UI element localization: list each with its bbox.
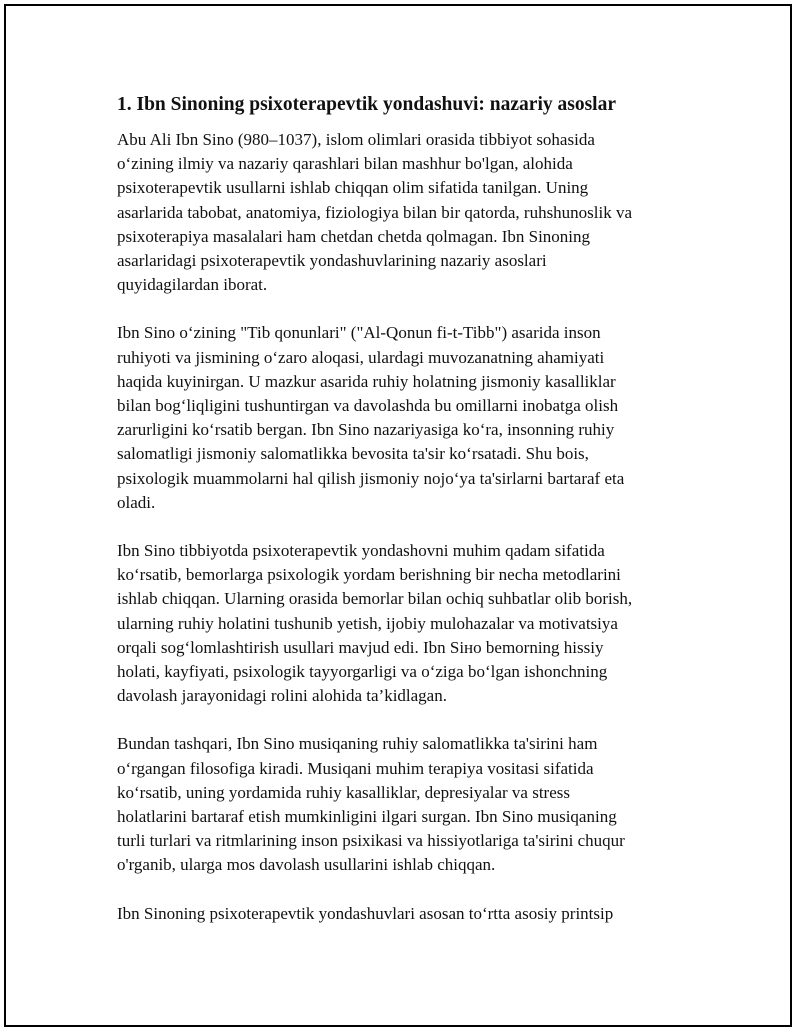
text-line: quyidagilardan iborat. — [117, 275, 268, 295]
text-line: holatlarini bartaraf etish mumkinligini ilgari surgan. Ibn Sino musiqaning — [117, 807, 617, 827]
text-line: Ibn Sino o‘zining "Tib qonunlari" ("Al-Qonun fi-t-Tibb") asarida inson — [117, 323, 601, 343]
paragraph — [117, 128, 687, 297]
text-line: ularning ruhiy holatini tushunib yetish, ijobiy mulohazalar va motivatsiya — [117, 613, 618, 633]
text-line: zarurligini ko‘rsatib bergan. Ibn Sino nazariyasiga ko‘ra, insonning ruhiy — [117, 420, 615, 440]
text-line: oladi. — [117, 492, 156, 512]
text-line: davolash jarayonidagi rolini alohida ta’kidlagan. — [117, 686, 447, 706]
text-line: bilan bog‘liqligini tushuntirgan va davolashda bu omillarni inobatga olish — [117, 396, 619, 416]
text-line: salomatligi jismoniy salomatlikka bevosita ta'sir ko‘rsatadi. Shu bois, — [117, 444, 589, 464]
text-line: o'rganib, ularga mos davolash usullarini ishlab chiqqan. — [117, 855, 496, 875]
text-line: asarlaridagi psixoterapevtik yondashuvlarining nazariy asoslari — [117, 251, 547, 271]
text-line: o‘zining ilmiy va nazariy qarashlari bilan mashhur bo'lgan, alohida — [117, 154, 573, 174]
text-line: orqali sog‘lomlashtirish usullari mavjud edi. Ibn Siнo bemorning hissiy — [117, 637, 604, 657]
text-line: ishlab chiqqan. Ularning orasida bemorlar bilan ochiq suhbatlar olib borish, — [117, 589, 633, 609]
text-line: psixoterapiya masalalari ham chetdan chetda qolmagan. Ibn Sinoning — [117, 226, 591, 246]
text-line: Bundan tashqari, Ibn Sino musiqaning ruhiy salomatlikka ta'sirini ham — [117, 734, 598, 754]
text-line: psixologik muammolarni hal qilish jismoniy nojo‘ya ta'sirlarni bartaraf eta — [117, 468, 625, 488]
text-line: psixoterapevtik usullarni ishlab chiqqan olim sifatida tanilgan. Uning — [117, 178, 589, 198]
text-line: haqida kuyinirgan. U mazkur asarida ruhiy holatning jismoniy kasalliklar — [117, 371, 616, 391]
text-line: o‘rgangan filosofiga kiradi. Musiqani muhim terapiya vositasi sifatida — [117, 758, 594, 778]
text-line: ruhiyoti va jismining o‘zaro aloqasi, ulardagi muvozanatning ahamiyati — [117, 347, 605, 367]
text-line: Abu Ali Ibn Sino (980–1037), islom olimlari orasida tibbiyot sohasida — [117, 130, 595, 149]
document-body — [117, 92, 687, 950]
text-line: Ibn Sino tibbiyotda psixoterapevtik yondashovni muhim qadam sifatida — [117, 541, 605, 561]
text-line: ko‘rsatib, uning yordamida ruhiy kasalliklar, depresiyalar va stress — [117, 782, 570, 802]
text-line: turli turlari va ritmlarining inson psixikasi va hissiyotlariga ta'sirini chuqur — [117, 831, 625, 851]
paragraph — [117, 902, 687, 926]
paragraph — [117, 539, 687, 708]
text-line: Ibn Sinoning psixoterapevtik yondashuvlari asosan to‘rtta asosiy printsip — [117, 903, 614, 923]
section-heading: 1. Ibn Sinoning psixoterapevtik yondashuvi: nazariy asoslar — [117, 94, 616, 115]
text-line: asarlarida tabobat, anatomiya, fiziologiya bilan bir qatorda, ruhshunoslik va — [117, 202, 633, 222]
paragraph — [117, 321, 687, 515]
text-line: ko‘rsatib, bemorlarga psixologik yordam berishning bir necha metodlarini — [117, 565, 621, 585]
text-line: holati, kayfiyati, psixologik tayyorgarligi va o‘ziga bo‘lgan ishonchning — [117, 662, 608, 682]
paragraphs — [117, 128, 687, 926]
paragraph — [117, 732, 687, 877]
